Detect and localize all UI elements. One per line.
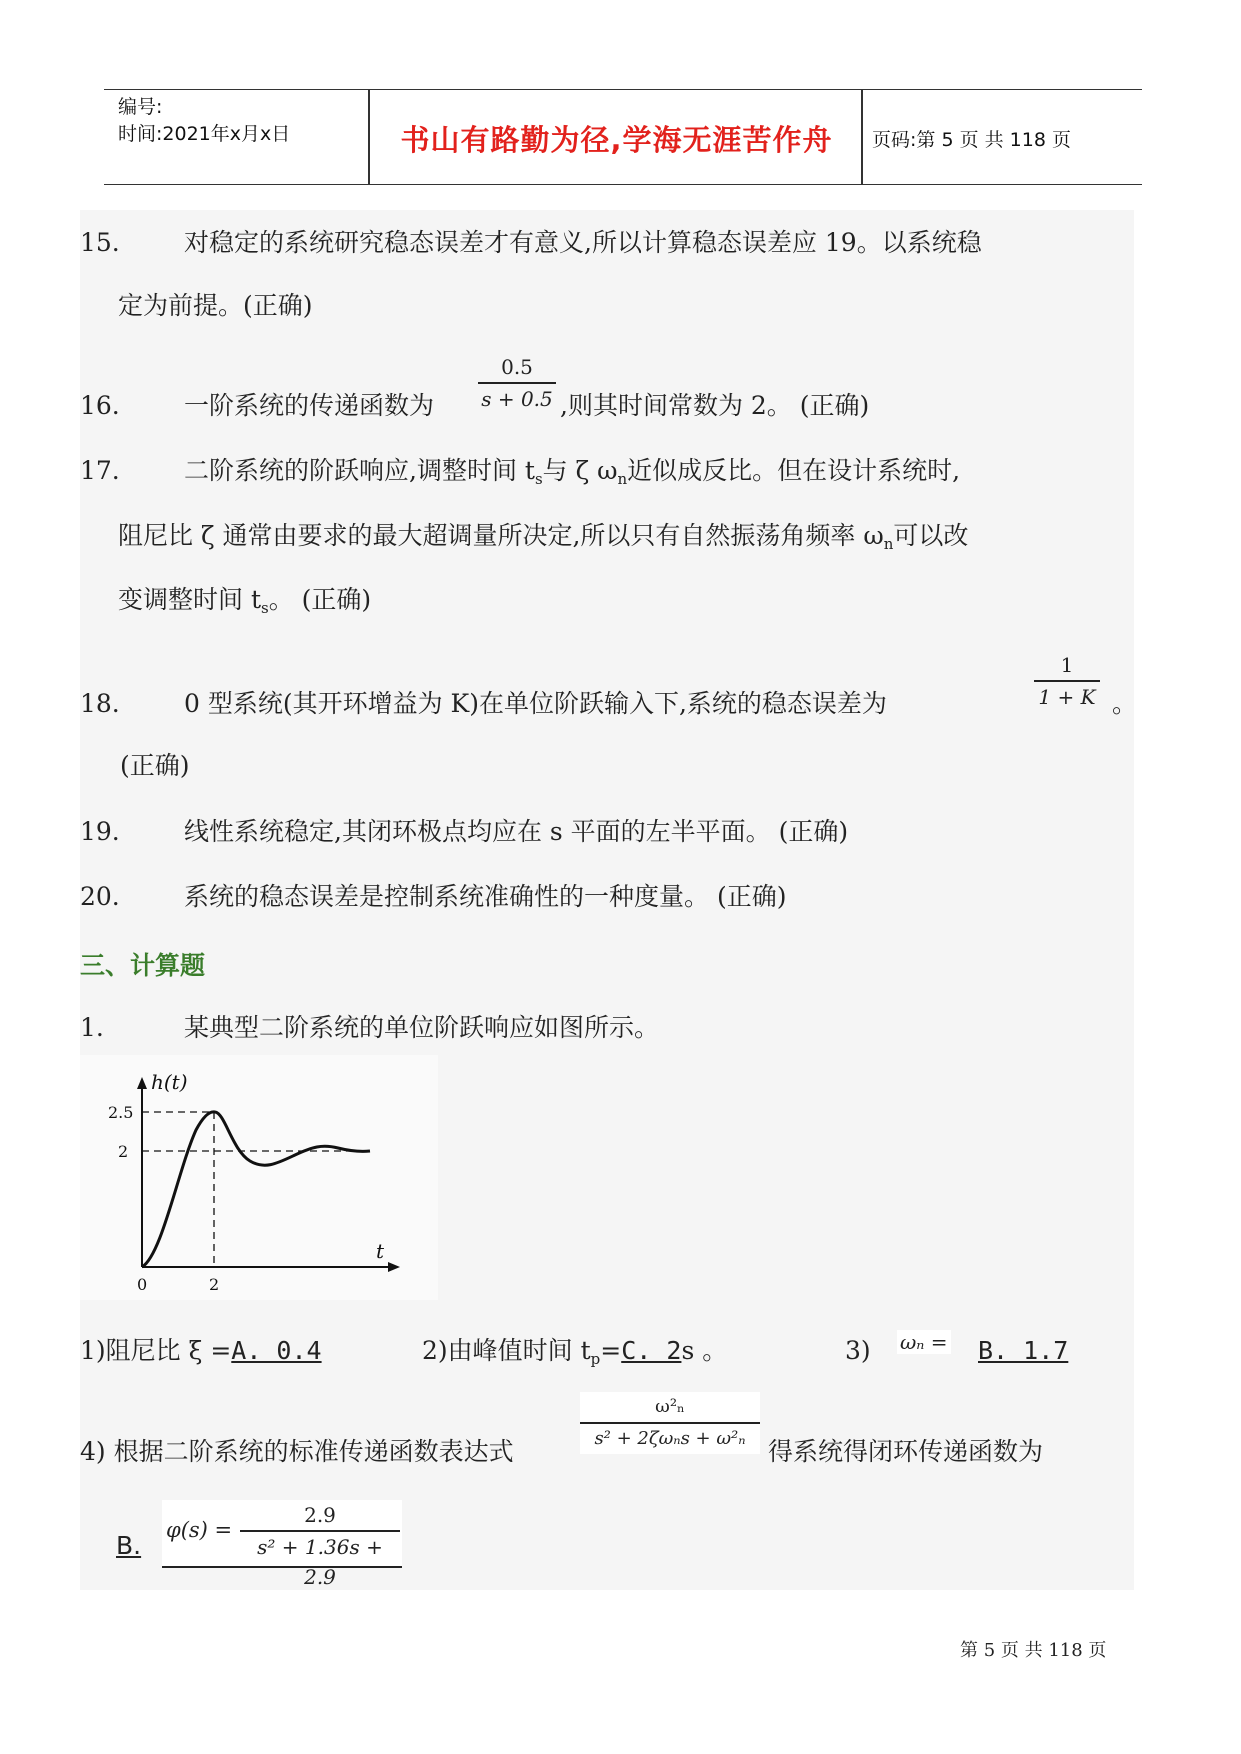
q20-text: 系统的稳态误差是控制系统准确性的一种度量。 (正确) (184, 882, 787, 911)
x-tick-zero: 0 (137, 1275, 148, 1294)
ans2-label: 2)由峰值时间 t (422, 1336, 591, 1365)
answer-4-choice (116, 1530, 141, 1562)
answer-4-result (162, 1500, 402, 1589)
header-motto: 书山有路勤为径,学海无涯苦作舟 (400, 123, 833, 157)
q17-text-line1 (184, 455, 960, 495)
answer-4-text-a: 4) 根据二阶系统的标准传递函数表达式 (80, 1437, 514, 1466)
q17-line3-a: 变调整时间 t (118, 585, 261, 614)
q18-text-a: 0 型系统(其开环增益为 K)在单位阶跃输入下,系统的稳态误差为 (184, 689, 887, 718)
ans2-sub: p (590, 1350, 601, 1368)
q18-frac-den: 1 + K (1034, 680, 1100, 712)
y-axis-arrow-icon (137, 1077, 147, 1089)
page-footer: 第 5 页 共 118 页 (960, 1640, 1107, 1661)
y-axis-label: h(t) (151, 1070, 188, 1094)
problem1-text: 某典型二阶系统的单位阶跃响应如图所示。 (184, 1013, 660, 1042)
ans4-choice-letter: B. (116, 1531, 142, 1560)
q15-text-line2: 定为前提。(正确) (118, 291, 313, 320)
q16-frac-den: s + 0.5 (478, 382, 556, 414)
q17-line3-b: 。 (正确) (268, 585, 372, 614)
code-label: 编号: (118, 96, 163, 118)
q17-line3-sub: s (261, 599, 269, 617)
answer-4-text-b: 得系统得闭环传递函数为 (768, 1437, 1044, 1466)
step-response-plot (80, 1055, 438, 1300)
ans2-value: C. 2 (621, 1336, 682, 1365)
ans4-frac-num: ω²ₙ (655, 1396, 685, 1417)
q17-a: 二阶系统的阶跃响应,调整时间 t (184, 456, 535, 485)
q15-number: 15. (80, 228, 120, 257)
q17-text-line2 (118, 520, 968, 560)
page-header (104, 89, 1142, 185)
section-title: 三、计算题 (80, 951, 206, 980)
x-tick-peak: 2 (209, 1275, 220, 1294)
q18-frac-num: 1 (1060, 653, 1074, 677)
answer-3-label: 3) (845, 1336, 871, 1365)
answer-1 (80, 1335, 322, 1367)
q15-text-line1: 对稳定的系统研究稳态误差才有意义,所以计算稳态误差应 19。以系统稳 (184, 228, 982, 257)
q16-text-b: ,则其时间常数为 2。 (正确) (560, 391, 870, 420)
answer-3-symbol: ωₙ = (897, 1330, 951, 1354)
q16-frac-num: 0.5 (501, 355, 533, 379)
x-axis-label: t (376, 1239, 385, 1263)
header-divider-right (861, 90, 863, 184)
header-page-label: 页码:第 5 页 共 118 页 (872, 129, 1071, 151)
ans4-res-den: s² + 1.36s + 2.9 (240, 1530, 400, 1592)
q16-fraction (478, 352, 556, 414)
response-curve (142, 1112, 370, 1267)
q18-text-line2: (正确) (120, 751, 190, 780)
q20-number: 20. (80, 882, 120, 911)
ans2-eq: = (600, 1336, 622, 1365)
ans3-value: B. 1.7 (978, 1336, 1069, 1365)
ans1-label: 1)阻尼比 ξ = (80, 1336, 232, 1365)
q17-c: 近似成反比。但在设计系统时, (627, 456, 961, 485)
y-tick-final: 2 (118, 1142, 129, 1161)
time-label: 时间:2021年x月x日 (118, 123, 291, 145)
q17-b: 与 ζ ω (542, 456, 618, 485)
y-tick-peak: 2.5 (108, 1103, 134, 1122)
q19-number: 19. (80, 817, 120, 846)
header-meta (118, 94, 290, 148)
ans2-unit: s 。 (681, 1336, 728, 1365)
ans4-lhs: φ(s) = (166, 1518, 233, 1542)
problem1-number: 1. (80, 1013, 104, 1042)
header-divider-left (368, 90, 370, 184)
q16-number: 16. (80, 391, 120, 420)
q18-text-b: 。 (1112, 689, 1138, 718)
q17-line2-a: 阻尼比 ζ 通常由要求的最大超调量所决定,所以只有自然振荡角频率 ω (118, 521, 884, 550)
answer-3-value-wrap (978, 1335, 1068, 1367)
answer-4-standard-fraction (580, 1392, 760, 1454)
ans4-result-fraction (240, 1500, 400, 1592)
ans4-res-num: 2.9 (304, 1503, 336, 1527)
q17-line2-b: 可以改 (893, 521, 969, 550)
q17-sub-n: n (617, 470, 628, 488)
q17-sub-s: s (534, 470, 543, 488)
q17-line2-sub: n (883, 535, 894, 553)
step-response-figure (80, 1055, 438, 1300)
q17-text-line3 (118, 584, 371, 624)
ans4-frac-den: s² + 2ζωₙs + ω²ₙ (580, 1422, 760, 1454)
q18-fraction (1034, 650, 1100, 712)
q18-number: 18. (80, 689, 120, 718)
q19-text: 线性系统稳定,其闭环极点均应在 s 平面的左半平面。 (正确) (184, 817, 849, 846)
answer-2 (422, 1335, 727, 1375)
x-axis-arrow-icon (388, 1262, 400, 1272)
q17-number: 17. (80, 456, 120, 485)
q16-text-a: 一阶系统的传递函数为 (184, 391, 435, 420)
ans1-value: A. 0.4 (231, 1336, 322, 1365)
